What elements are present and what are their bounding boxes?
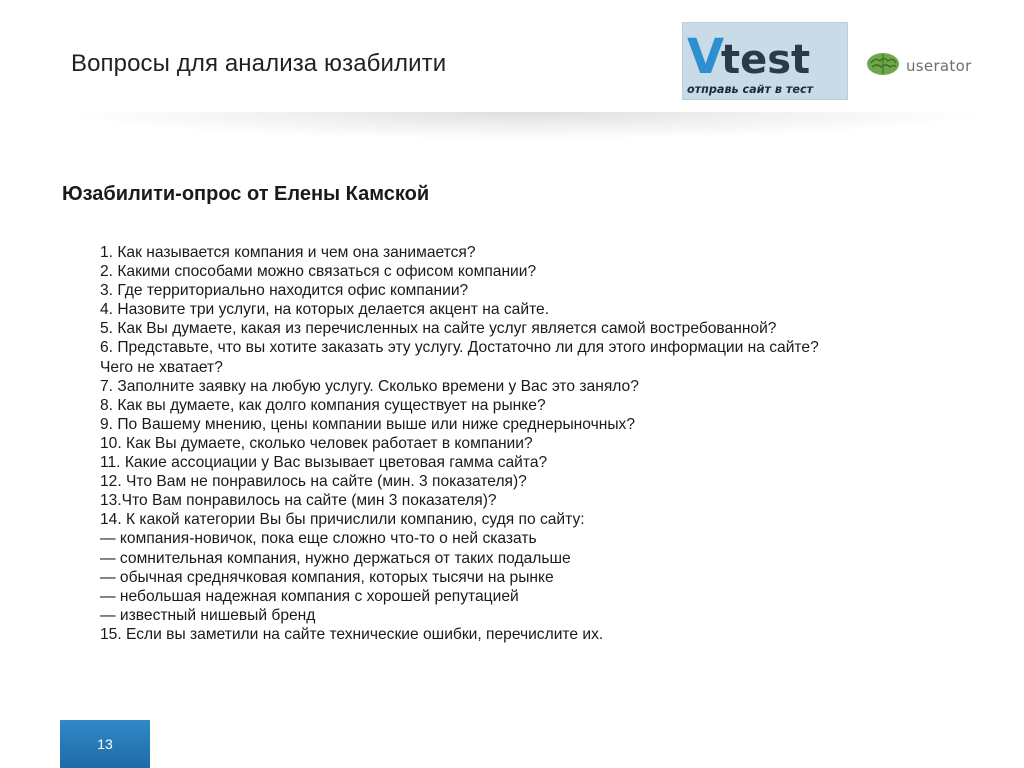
userator-logo: [866, 52, 972, 80]
vtest-logo: [682, 22, 848, 100]
answer-option: — компания-новичок, пока еще сложно что-то о ней сказать: [100, 530, 537, 548]
question-item: 6. Представьте, что вы хотите заказать эту услугу. Достаточно ли для этого информации на сайте?: [100, 339, 819, 357]
question-item: 2. Какими способами можно связаться с офисом компании?: [100, 263, 537, 281]
question-item: 5. Как Вы думаете, какая из перечисленных на сайте услуг является самой востребованной?: [100, 320, 777, 338]
question-list: [100, 243, 980, 644]
vtest-logo-v: V: [687, 29, 725, 85]
answer-option: — сомнительная компания, нужно держаться от таких подальше: [100, 549, 571, 567]
question-item: 14. К какой категории Вы бы причислили компанию, судя по сайту:: [100, 511, 585, 529]
answer-option: — небольшая надежная компания с хорошей репутацией: [100, 587, 519, 605]
question-item: 15. Если вы заметили на сайте технические ошибки, перечислите их.: [100, 625, 604, 643]
question-item: 9. По Вашему мнению, цены компании выше или ниже среднерыночных?: [100, 415, 636, 433]
question-item: 7. Заполните заявку на любую услугу. Сколько времени у Вас это заняло?: [100, 377, 639, 395]
question-item: 1. Как называется компания и чем она занимается?: [100, 244, 476, 261]
question-item: 12. Что Вам не понравилось на сайте (мин. 3 показателя)?: [100, 473, 527, 491]
question-item: 8. Как вы думаете, как долго компания существует на рынке?: [100, 396, 546, 414]
page-number: 13: [97, 736, 113, 752]
header-divider-shadow: [60, 112, 990, 140]
question-item: 3. Где территориально находится офис компании?: [100, 282, 469, 300]
userator-logo-text: userator: [906, 57, 972, 75]
answer-option: — известный нишевый бренд: [100, 606, 316, 624]
slide-title: Вопросы для анализа юзабилити: [71, 50, 447, 77]
vtest-logo-tagline: отправь сайт в тест: [687, 83, 814, 96]
page-number-badge: [60, 720, 150, 768]
question-item: Чего не хватает?: [100, 358, 223, 376]
answer-option: — обычная среднячковая компания, которых тысячи на рынке: [100, 568, 554, 586]
question-item: 11. Какие ассоциации у Вас вызывает цветовая гамма сайта?: [100, 454, 548, 472]
question-item: 4. Назовите три услуги, на которых делается акцент на сайте.: [100, 301, 550, 319]
question-item: 10. Как Вы думаете, сколько человек работает в компании?: [100, 434, 533, 452]
question-item: 13.Что Вам понравилось на сайте (мин 3 показателя)?: [100, 492, 497, 510]
section-title: Юзабилити-опрос от Елены Камской: [62, 183, 430, 205]
brain-icon: [866, 51, 900, 82]
vtest-logo-test: test: [721, 37, 811, 83]
